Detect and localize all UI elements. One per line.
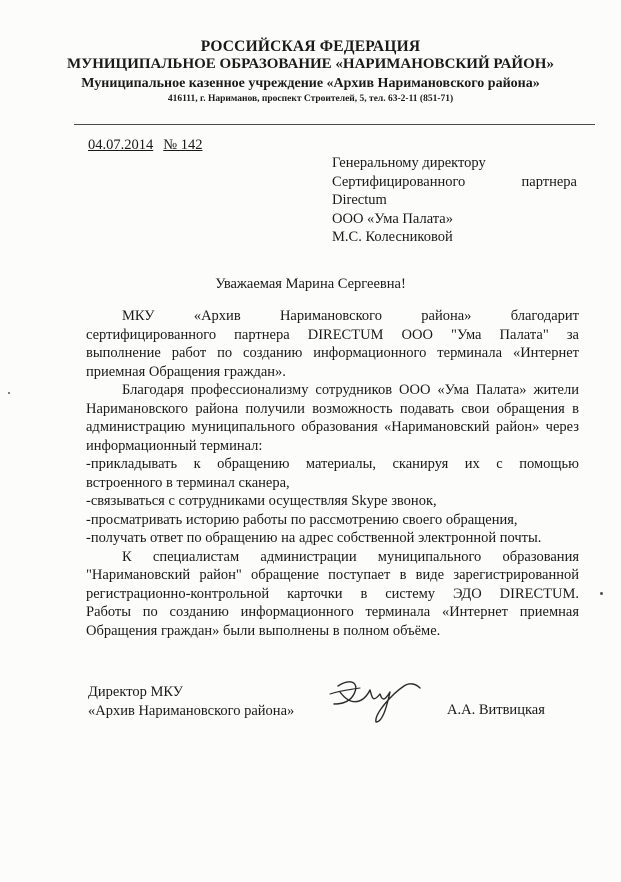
body-line: К специалистам администрации муниципального образования — [122, 548, 579, 565]
header-institution: Муниципальное казенное учреждение «Архив Наримановского района» — [81, 76, 540, 91]
body-line: администрацию муниципального образования «Наримановский район» через — [86, 419, 579, 435]
header-country: РОССИЙСКАЯ ФЕДЕРАЦИЯ — [200, 38, 421, 55]
recipient-line: Directum — [332, 192, 387, 209]
recipient-block — [332, 154, 577, 247]
body-line: МКУ «Архив Наримановского района» благодарит — [122, 308, 579, 324]
recipient-line: Сертифицированного партнера — [332, 173, 577, 190]
recipient-line: М.С. Колесниковой — [332, 229, 453, 246]
body-line: Обращения граждан» были выполнены в полном объёме. — [86, 622, 441, 639]
body-line: -просматривать историю работы по рассмотрению своего обращения, — [86, 511, 518, 528]
body-line: Благодаря профессионализму сотрудников ООО «Ума Палата» жители — [122, 382, 579, 398]
position-line: Директор МКУ — [88, 684, 184, 700]
header-divider — [74, 124, 595, 125]
body-line: -прикладывать к обращению материалы, сканируя их с помощью — [86, 456, 579, 472]
body-line: Наримановского района получили возможность подавать свои обращения в — [86, 400, 579, 417]
body-line: приемная Обращения граждан». — [86, 363, 286, 380]
body-line: встроенного в терминал сканера, — [86, 474, 290, 491]
registration-date: 04.07.2014 — [88, 137, 154, 153]
registration-line — [88, 137, 202, 154]
scan-speck — [8, 392, 10, 394]
body-line: Работы по созданию информационного терминала «Интернет приемная — [86, 604, 579, 620]
header-address: 416111, г. Нариманов, проспект Строителей, 5, тел. 63-2-11 (851-71) — [167, 94, 454, 104]
body-line: -связываться с сотрудниками осуществляя Skype звонок, — [86, 493, 437, 509]
signatory-position — [88, 683, 294, 721]
handwritten-signature — [320, 664, 430, 724]
registration-number: № 142 — [163, 137, 203, 153]
body-line: -получать ответ по обращению на адрес собственной электронной почты. — [86, 530, 542, 546]
recipient-line: ООО «Ума Палата» — [332, 210, 453, 227]
body-line: выполнение работ по созданию информационного терминала «Интернет — [86, 345, 579, 361]
letter-body — [86, 307, 579, 640]
recipient-line: Генеральному директору — [332, 155, 486, 171]
body-line: информационный терминал: — [86, 437, 263, 454]
body-line: регистрационно-контрольной карточки в систему ЭДО DIRECTUM. — [86, 585, 579, 602]
scan-speck — [600, 592, 603, 595]
position-line: «Архив Наримановского района» — [88, 703, 295, 719]
body-line: "Наримановский район" обращение поступает в виде зарегистрированной — [86, 567, 579, 583]
signatory-name: А.А. Витвицкая — [447, 702, 545, 718]
body-line: сертифицированного партнера DIRECTUM ООО "Ума Палата" за — [86, 326, 579, 343]
greeting: Уважаемая Марина Сергеевна! — [215, 276, 406, 292]
header-municipality: МУНИЦИПАЛЬНОЕ ОБРАЗОВАНИЕ «НАРИМАНОВСКИЙ РАЙОН» — [67, 56, 554, 72]
